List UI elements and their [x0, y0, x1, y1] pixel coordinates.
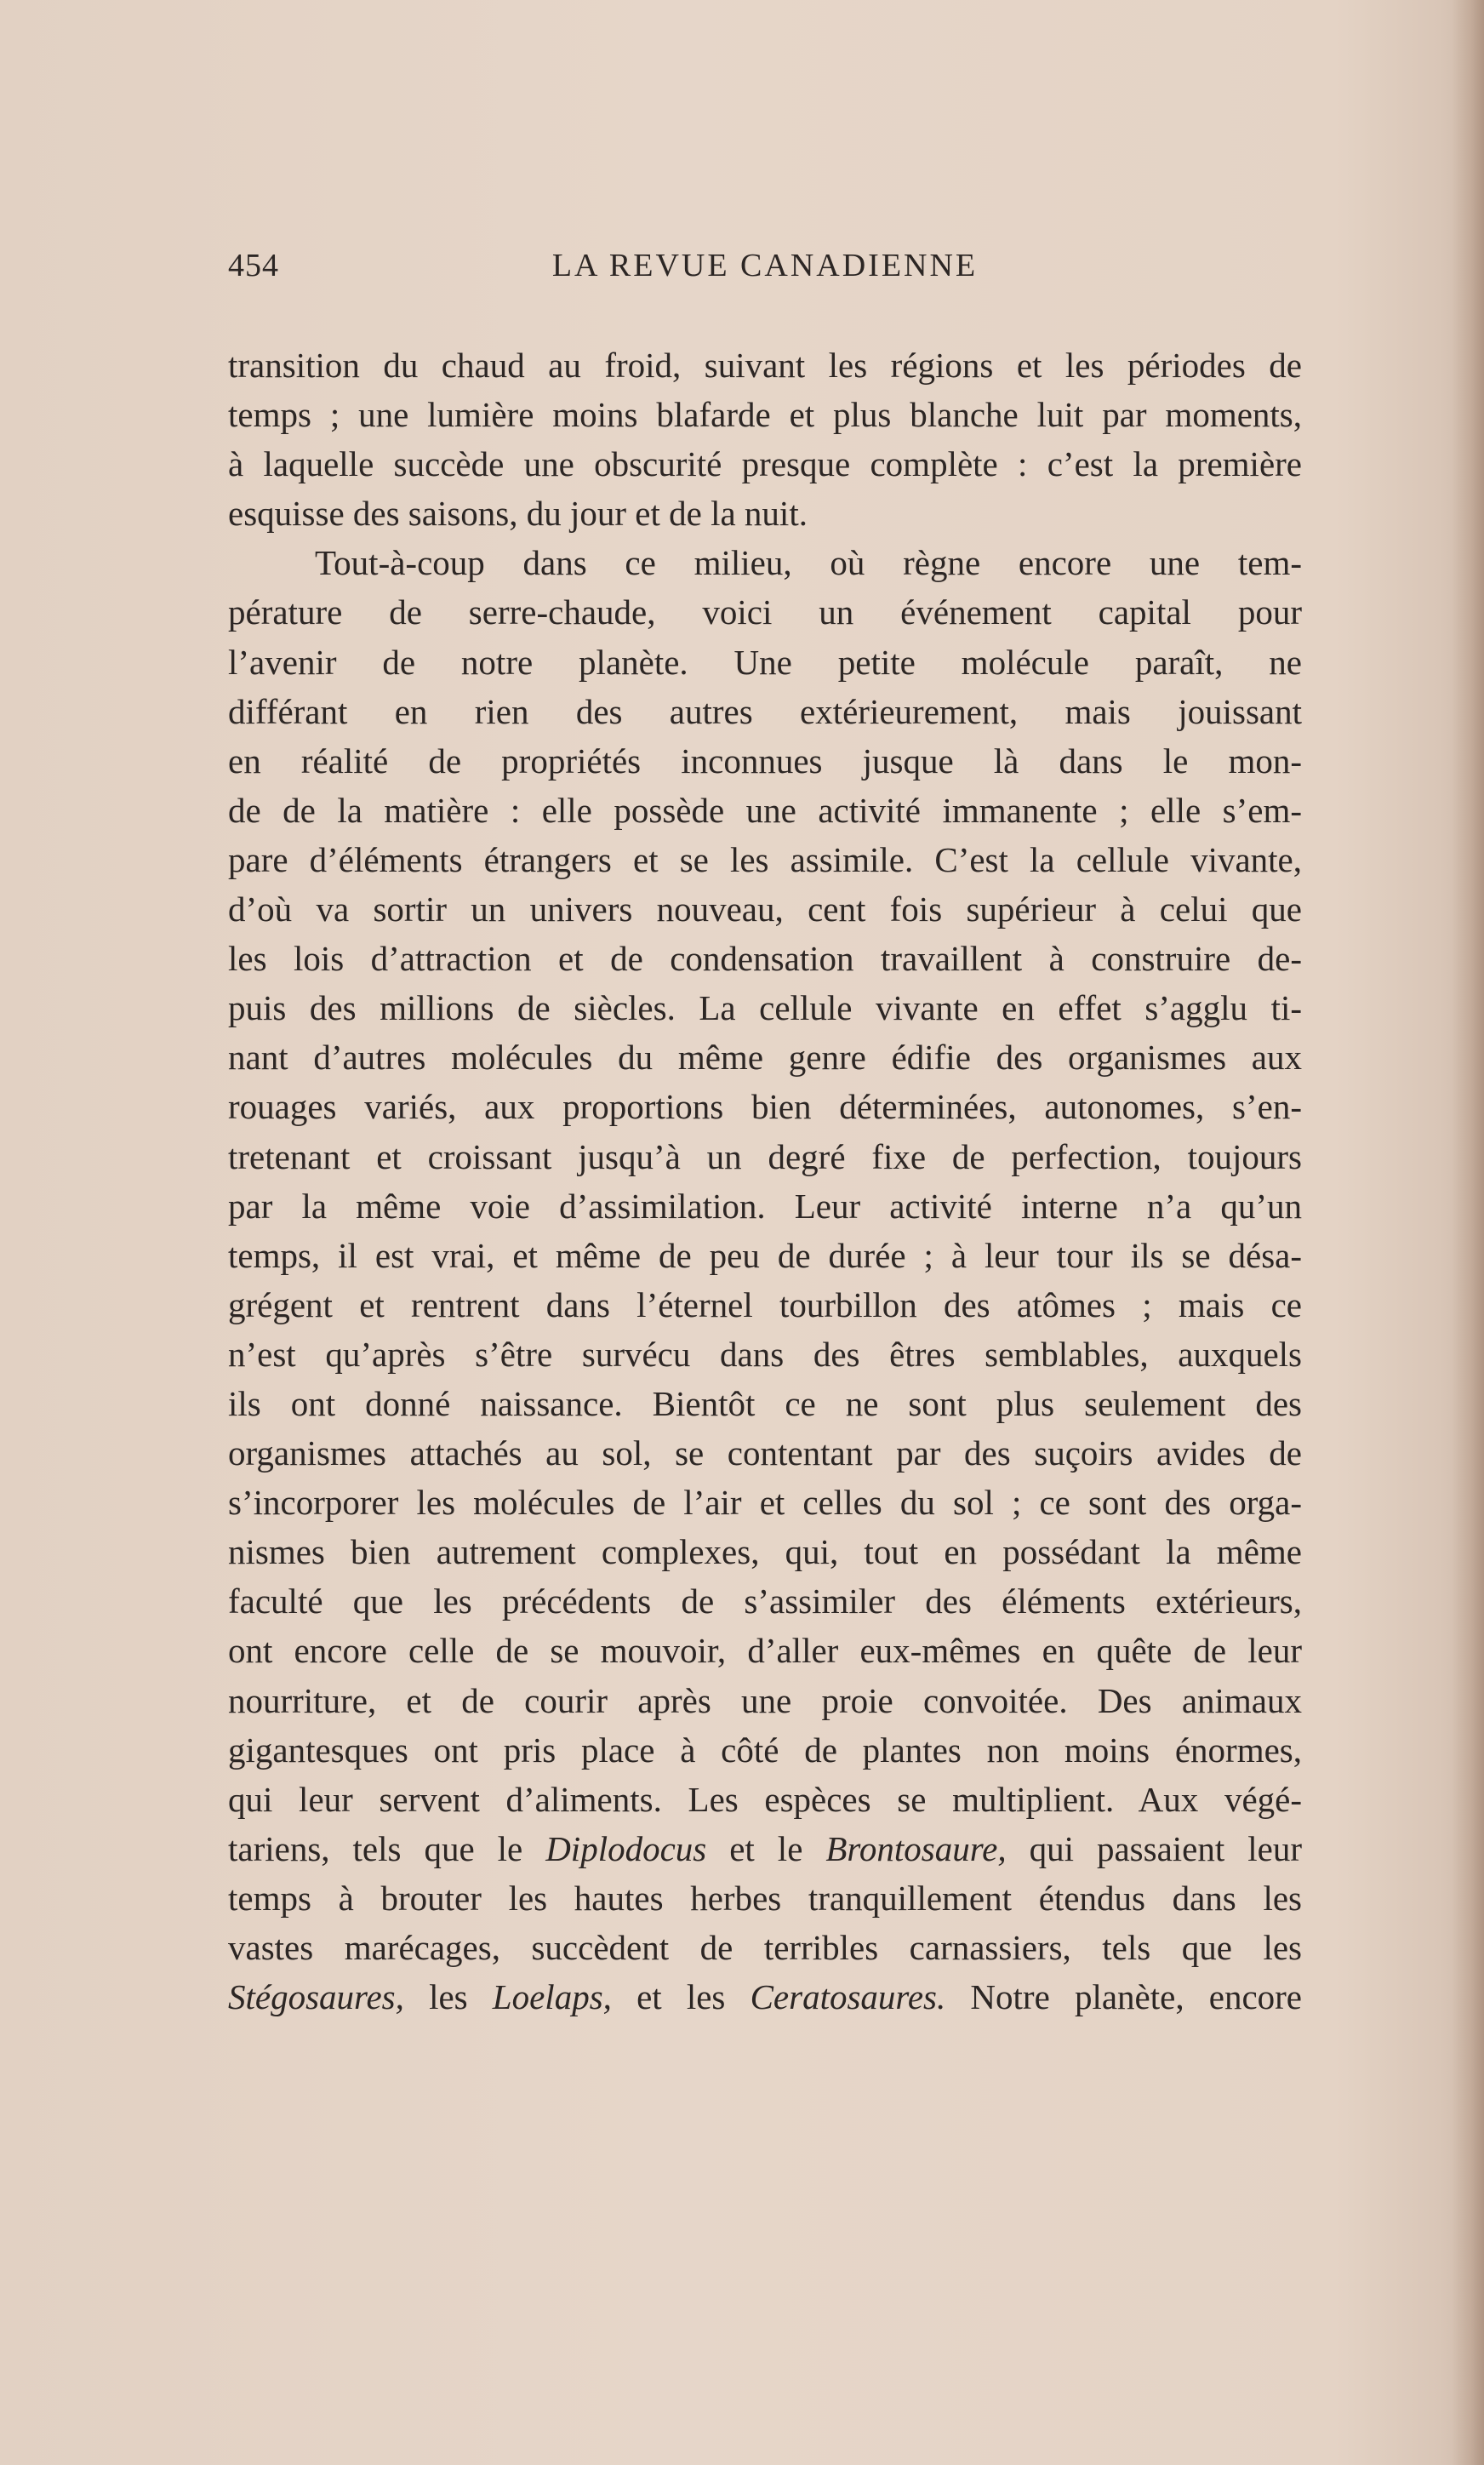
body-text: [228, 340, 1302, 2022]
text-run: et les: [611, 1977, 751, 2017]
text-line: par la même voie d’assimilation. Leur activité interne n’a qu’un: [228, 1186, 1302, 1226]
text-line: en réalité de propriétés inconnues jusque là dans le mon-: [228, 741, 1302, 781]
text-line: temps, il est vrai, et même de peu de durée ; à leur tour ils se désa-: [228, 1235, 1302, 1275]
text-line: les lois d’attraction et de condensation travaillent à construire de-: [228, 939, 1302, 979]
text-line: s’incorporer les molécules de l’air et celles du sol ; ce sont des orga-: [228, 1483, 1302, 1523]
text-run: Notre planète, encore: [945, 1977, 1302, 2017]
page-header: [228, 247, 1302, 289]
species-name-italic: Ceratosaures.: [750, 1977, 946, 2017]
text-line: transition du chaud au froid, suivant les régions et les périodes de: [228, 346, 1302, 385]
text-line: esquisse des saisons, du jour et de la nuit.: [228, 494, 808, 534]
text-line-with-italics: [228, 1972, 1302, 2022]
species-name-italic: Diplodocus: [545, 1828, 707, 1868]
text-run: tariens, tels que le: [228, 1828, 546, 1868]
text-line: nismes bien autrement complexes, qui, tout en possédant la même: [228, 1532, 1302, 1572]
text-line: grégent et rentrent dans l’éternel tourbillon des atômes ; mais ce: [228, 1284, 1302, 1324]
text-line: qui leur servent d’aliments. Les espèces se multiplient. Aux végé-: [228, 1779, 1302, 1819]
paragraph-start-line: Tout-à-coup dans ce milieu, où règne encore une tem-: [315, 543, 1302, 583]
page-number: 454: [228, 248, 279, 283]
text-run: les: [403, 1977, 493, 2017]
text-line: nourriture, et de courir après une proie convoitée. Des animaux: [228, 1680, 1302, 1720]
species-name-italic: Brontosaure,: [825, 1828, 1007, 1868]
text-run: et le: [706, 1828, 826, 1868]
text-line: vastes marécages, succèdent de terribles carnassiers, tels que les: [228, 1928, 1302, 1967]
text-line: puis des millions de siècles. La cellule vivante en effet s’agglu ti-: [228, 988, 1302, 1028]
text-line: pare d’éléments étrangers et se les assimile. C’est la cellule vivante,: [228, 839, 1302, 879]
text-line: l’avenir de notre planète. Une petite molécule paraît, ne: [228, 642, 1302, 682]
text-line: à laquelle succède une obscurité presque complète : c’est la première: [228, 444, 1302, 484]
running-head: LA REVUE CANADIENNE: [551, 248, 979, 283]
text-line: différant en rien des autres extérieurement, mais jouissant: [228, 691, 1302, 731]
text-line: organismes attachés au sol, se contentant par des suçoirs avides de: [228, 1433, 1302, 1473]
text-line: tretenant et croissant jusqu’à un degré fixe de perfection, toujours: [228, 1136, 1302, 1176]
text-line: rouages variés, aux proportions bien déterminées, autonomes, s’en-: [228, 1087, 1302, 1127]
text-line-with-italics: [228, 1824, 1302, 1873]
text-run: qui passaient leur: [1006, 1828, 1302, 1868]
text-line: de de la matière : elle possède une activité immanente ; elle s’em-: [228, 790, 1302, 830]
text-line: ils ont donné naissance. Bientôt ce ne sont plus seulement des: [228, 1383, 1302, 1423]
species-name-italic: Stégosaures,: [228, 1977, 404, 2017]
text-line: gigantesques ont pris place à côté de plantes non moins énormes,: [228, 1730, 1302, 1770]
text-line: d’où va sortir un univers nouveau, cent fois supérieur à celui que: [228, 889, 1302, 929]
text-line: faculté que les précédents de s’assimiler des éléments extérieurs,: [228, 1581, 1302, 1621]
text-line: ont encore celle de se mouvoir, d’aller eux-mêmes en quête de leur: [228, 1631, 1302, 1671]
text-line: pérature de serre-chaude, voici un événement capital pour: [228, 592, 1302, 632]
text-line: nant d’autres molécules du même genre édifie des organismes aux: [228, 1038, 1302, 1078]
page-edge-shadow: [1452, 0, 1484, 2465]
species-name-italic: Loelaps,: [492, 1977, 612, 2017]
text-line: n’est qu’après s’être survécu dans des êtres semblables, auxquels: [228, 1334, 1302, 1374]
text-line: temps ; une lumière moins blafarde et plus blanche luit par moments,: [228, 395, 1302, 435]
text-line: temps à brouter les hautes herbes tranquillement étendus dans les: [228, 1878, 1302, 1918]
